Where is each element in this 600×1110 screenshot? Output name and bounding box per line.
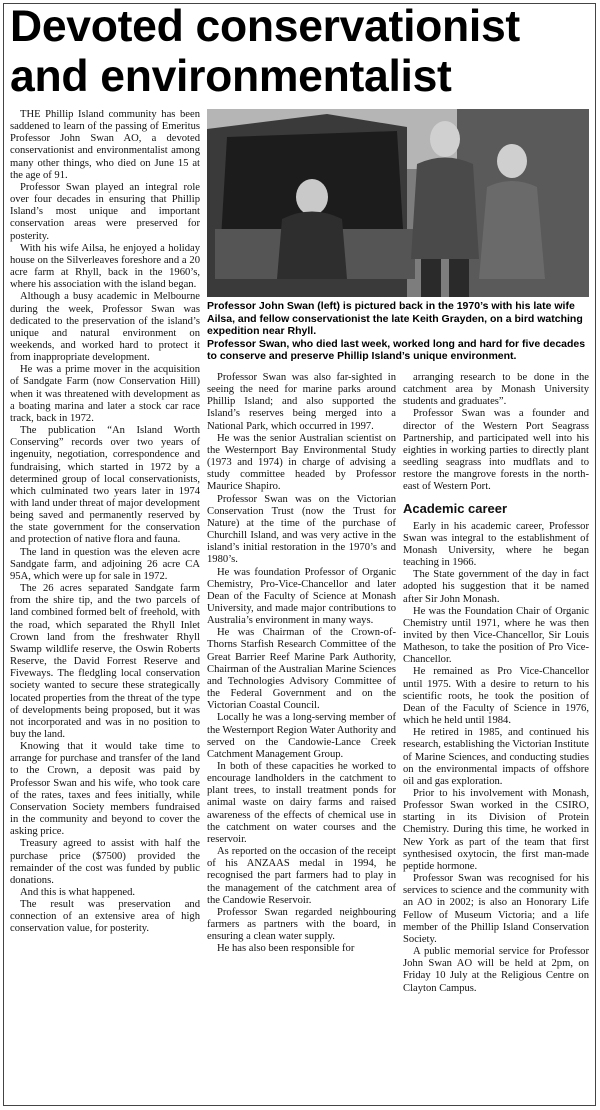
- paragraph: Locally he was a long-serving member of the Westernport Region Water Authority and served on the Candowie-Lance Creek Catchment Management Group.: [207, 712, 396, 760]
- column-2: [207, 372, 396, 956]
- paragraph: In both of these capacities he worked to encourage landholders in the catchment to plant trees, to install treatment ponds for animal waste on dairy farms and raised awareness of the effects of chemical use in the catchment on water courses and the reservoir.: [207, 761, 396, 845]
- paragraph: He was Chairman of the Crown-of-Thorns Starfish Research Committee of the Great Barrier Reef Marine Park Authority, Chairman of the Australian Marine Sciences and Technologies Advisory Committee of the Federal Government and on the Victorian Coastal Council.: [207, 627, 396, 712]
- paragraph: As reported on the occasion of the receipt of his ANZAAS medal in 1994, he recognised the part farmers had to play in the management of the catchment area of the Candowie Reservoir.: [207, 846, 396, 906]
- photo-caption: [207, 300, 589, 363]
- column-3: [403, 372, 589, 995]
- paragraph: Professor Swan was a founder and director of the Western Port Seagrass Partnership, and participated well into his eighties in working parties to directly plant seedling seagrass into mudflats and to restore the mangrove forests in the north-east of Western Port.: [403, 408, 589, 493]
- paragraph: He was a prime mover in the acquisition of Sandgate Farm (now Conservation Hill) when it was threatened with development as a boating marina and later a stock car race track, back in 1972.: [10, 364, 200, 424]
- paragraph: Although a busy academic in Melbourne during the week, Professor Swan was dedicated to the preservation of the island’s unique and natural environment on weekends, and worked hard to protect it from inappropriate development.: [10, 291, 200, 364]
- paragraph: And this is what happened.: [20, 887, 136, 898]
- paragraph: He retired in 1985, and continued his research, establishing the Victorian Institute of Marine Sciences, and conducting studies on the environmental impacts of offshore oil and gas exploration.: [403, 727, 589, 787]
- paragraph: Early in his academic career, Professor Swan was integral to the establishment of Monash University, where he began teaching in 1966.: [403, 520, 589, 569]
- photo-illustration: [207, 109, 589, 297]
- paragraph: The land in question was the eleven acre Sandgate farm, and adjoining 26 acre CA 95A, which were up for sale in 1972.: [10, 546, 200, 582]
- paragraph: Professor Swan played an integral role over four decades in ensuring that Phillip Island’s most unique and important conservation areas were preserved for posterity.: [10, 181, 200, 242]
- paragraph: A public memorial service for Professor John Swan AO will be held at 2pm, on Friday 10 July at the Religious Centre on Clayton Campus.: [403, 946, 589, 994]
- paragraph: He was the senior Australian scientist on the Westernport Bay Environmental Study (1973 and 1974) in charge of advising a study committee headed by Professor Maurice Shapiro.: [207, 432, 396, 493]
- column-1: [10, 109, 200, 936]
- paragraph: With his wife Ailsa, he enjoyed a holiday house on the Silverleaves foreshore and a 20 acre farm at Rhyll, back in the 1960’s, where his association with the island began.: [10, 242, 200, 291]
- caption-line: Professor Swan, who died last week, worked long and hard for five decades to conserve and preserve Phillip Island’s unique environment.: [207, 337, 586, 363]
- paragraph: Prior to his involvement with Monash, Professor Swan worked in the CSIRO, starting in its Division of Protein Chemistry. During this time, he worked in New York as part of the team that first synthesised oxytocin, the first man-made peptide hormone.: [403, 788, 589, 872]
- news-photo: [207, 109, 589, 297]
- paragraph: Professor Swan was also far-sighted in seeing the need for marine parks around Phillip Island; and also supported the Island’s reserves being merged into a National Park, which occurred in 1997.: [207, 372, 396, 432]
- paragraph: He has also been responsible for: [217, 943, 355, 955]
- caption-line: Professor John Swan (left) is pictured back in the 1970’s with his late wife Ailsa, and fellow conservationist the late Keith Grayden, on a bird watching expedition near Rhyll.: [207, 300, 583, 338]
- paragraph: He was foundation Professor of Organic Chemistry, Pro-Vice-Chancellor and later Dean of the Faculty of Science at Monash University, and made major contributions to Australia’s environment in many ways.: [207, 566, 396, 627]
- paragraph: Professor Swan was recognised for his services to science and the community with an AO in 2002; is also an Honorary Life Fellow of Museum Victoria; and a life member of the Phillip Island Conservation Society.: [403, 873, 589, 945]
- paragraph: arranging research to be done in the catchment area by Monash University students and graduates”.: [403, 372, 589, 408]
- section-subheading: Academic career: [403, 500, 508, 516]
- paragraph: The result was preservation and connection of an extensive area of high conservation value, for posterity.: [10, 899, 200, 935]
- paragraph: He was the Foundation Chair of Organic Chemistry until 1971, where he was then invited by then Vice-Chancellor, Sir Louis Matheson, to take the position of Pro Vice-Chancellor.: [403, 605, 589, 666]
- paragraph: The State government of the day in fact adopted his suggestion that it be named after Sir John Monash.: [403, 569, 589, 605]
- paragraph: He remained as Pro Vice-Chancellor until 1975. With a desire to return to his scientific roots, he took the position of Dean of the Faculty of Science in 1976, which he held until 1984.: [403, 666, 589, 727]
- paragraph: Treasury agreed to assist with half the purchase price ($7500) provided the remainder of the cost was funded by public donations.: [10, 838, 200, 886]
- paragraph: The 26 acres separated Sandgate farm from the shire tip, and the two parcels of land combined formed belt of freehold, with the road, which separated the Rhyll Inlet Crown land from the freshwater Rhyll Swamp wildlife reserve, the Oswin Roberts Reserve, the David Forrest Reserve and Fiveways. The fledgling local conservation society wanted to secure these strategically located properties from the threat of the type of developments being proposed, but it was not incorporated and was in no position to buy the land.: [10, 583, 200, 740]
- paragraph: THE Phillip Island community has been saddened to learn of the passing of Emeritus Professor John Swan AO, a devoted conservationist and environmentalist among many other things, who died on June 15 at the age of 91.: [10, 109, 200, 181]
- paragraph: Professor Swan was on the Victorian Conservation Trust (now the Trust for Nature) at the time of the purchase of Churchill Island, and was very active in the island’s initial restoration in the 1970’s and 1980’s.: [207, 493, 396, 566]
- paragraph: Professor Swan regarded neighbouring farmers as partners with the board, in ensuring a clean water supply.: [207, 906, 396, 943]
- paragraph: Knowing that it would take time to arrange for purchase and transfer of the land to the Crown, a deposit was paid by Professor Swan and his wife, who took care of the rates, taxes and fees initially, while Conservation Society members fundraised in the community and beyond to cover the asking price.: [10, 741, 200, 838]
- headline: Devoted conservationist and environmentalist: [10, 2, 520, 101]
- paragraph: The publication “An Island Worth Conserving” records over two years of ingenuity, negotiation, correspondence and fundraising, which started in 1972 by a determined group of local conservationists, which culminated two years later in 1974 with land under threat of major development being saved and permanently reserved by the state government for the conservation and protection of native flora and fauna.: [10, 425, 200, 546]
